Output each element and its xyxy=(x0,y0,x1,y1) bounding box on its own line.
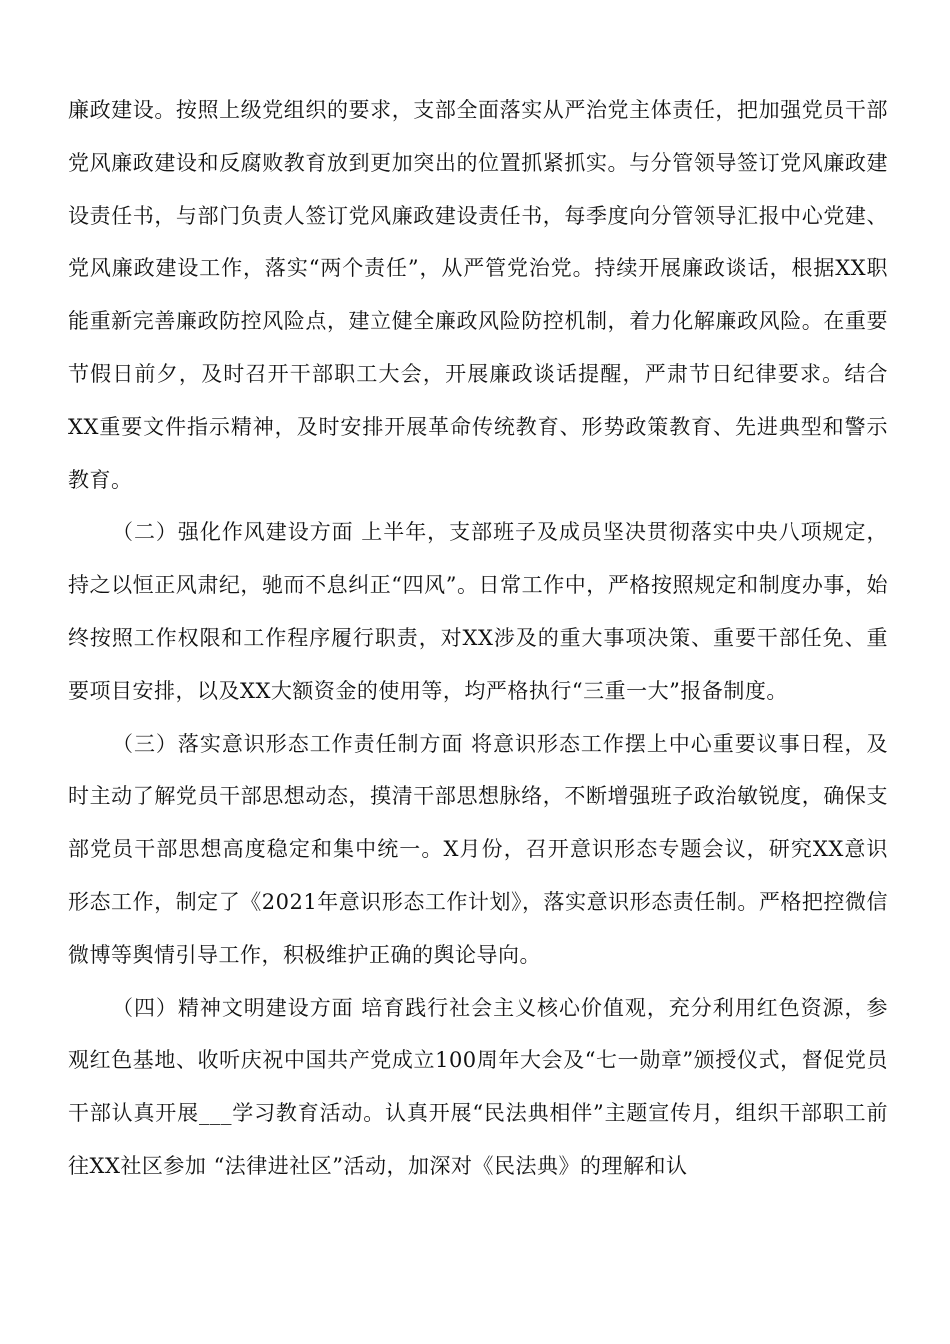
paragraph-spiritual-civilization: （四）精神文明建设方面 培育践行社会主义核心价值观，充分利用红色资源，参观红色基地、收听庆祝中国共产党成立100周年大会及“七一勋章”颁授仪式，督促党员干部认真开展___学习教育活动。认真开展“民法典相伴”主题宣传月，组织干部职工前往XX社区参加 “法律进社区”活动，加深对《民法典》的理解和认 xyxy=(68,995,888,1178)
paragraph-integrity-building: 廉政建设。按照上级党组织的要求，支部全面落实从严治党主体责任，把加强党员干部党风廉政建设和反腐败教育放到更加突出的位置抓紧抓实。与分管领导签订党风廉政建设责任书，与部门负责人签订党风廉政建设责任书，每季度向分管领导汇报中心党建、党风廉政建设工作，落实“两个责任”，从严管党治党。持续开展廉政谈话，根据XX职能重新完善廉政防控风险点，建立健全廉政风险防控机制，着力化解廉政风险。在重要节假日前夕，及时召开干部职工大会，开展廉政谈话提醒，严肃节日纪律要求。结合XX重要文件指示精神，及时安排开展革命传统教育、形势政策教育、先进典型和警示教育。 xyxy=(68,98,888,492)
document-page xyxy=(68,84,888,1193)
paragraph-ideology-responsibility: （三）落实意识形态工作责任制方面 将意识形态工作摆上中心重要议事日程，及时主动了解党员干部思想动态，摸清干部思想脉络，不断增强班子政治敏锐度，确保支部党员干部思想高度稳定和集中统一。X月份，召开意识形态专题会议，研究XX意识形态工作，制定了《2021年意识形态工作计划》，落实意识形态责任制。严格把控微信微博等舆情引导工作，积极维护正确的舆论导向。 xyxy=(68,731,888,967)
paragraph-work-style: （二）强化作风建设方面 上半年，支部班子及成员坚决贯彻落实中央八项规定，持之以恒正风肃纪，驰而不息纠正“四风”。日常工作中，严格按照规定和制度办事，始终按照工作权限和工作程序履行职责，对XX涉及的重大事项决策、重要干部任免、重要项目安排，以及XX大额资金的使用等，均严格执行“三重一大”报备制度。 xyxy=(68,520,888,703)
